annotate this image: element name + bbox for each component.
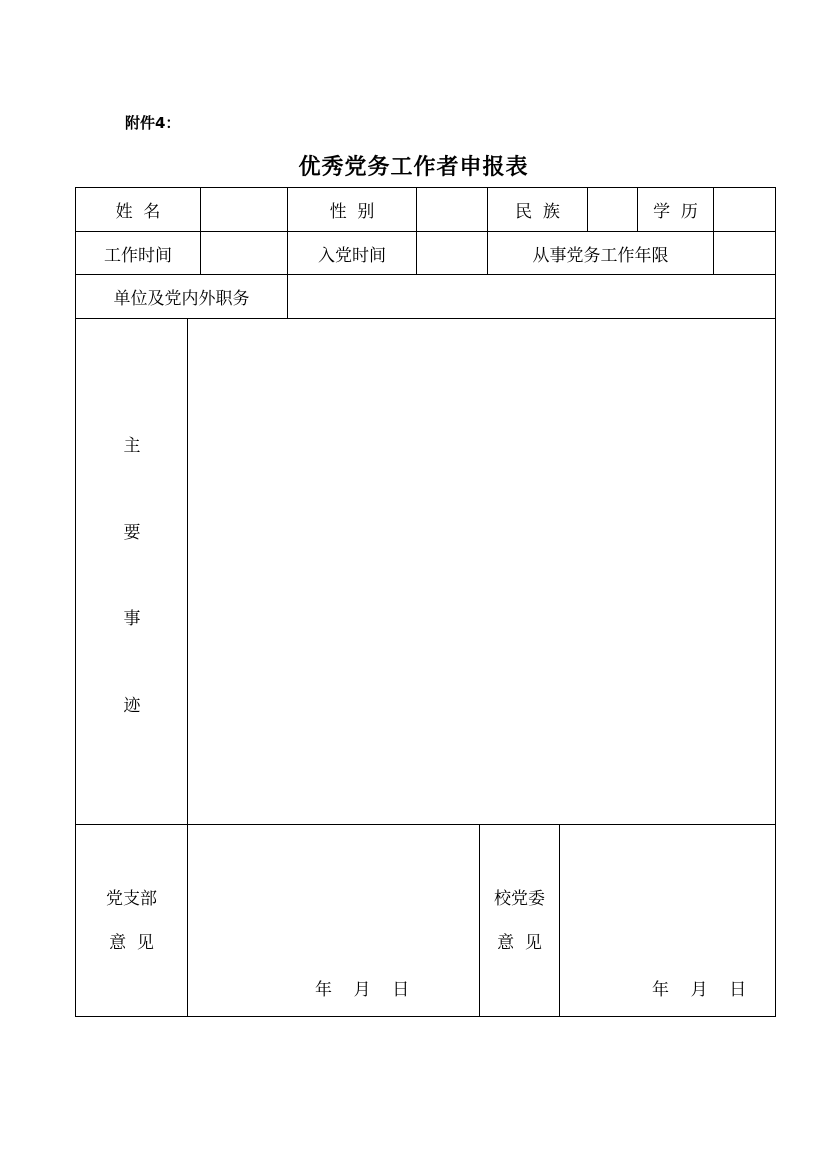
main-deeds-label-char: 主 — [123, 436, 141, 456]
party-work-years-field[interactable] — [714, 232, 775, 274]
ethnicity-field[interactable] — [588, 188, 637, 231]
unit-position-label: 单位及党内外职务 — [113, 289, 250, 309]
attachment-label: 附件4： — [125, 114, 181, 132]
committee-opinion-label — [480, 877, 559, 965]
party-work-years-label: 从事党务工作年限 — [532, 245, 669, 266]
party-join-time-field[interactable] — [417, 232, 487, 274]
committee-opinion-line1: 校党委 — [494, 889, 545, 909]
branch-opinion-line2: 意 见 — [109, 933, 154, 953]
name-label: 姓 名 — [115, 202, 161, 222]
branch-opinion-label — [76, 877, 187, 965]
gender-field[interactable] — [417, 188, 487, 231]
committee-opinion-date: 年 月 日 — [652, 980, 747, 1000]
main-deeds-label-char: 迹 — [123, 696, 141, 716]
work-time-field[interactable] — [201, 232, 287, 274]
education-field[interactable] — [714, 188, 775, 231]
gender-label: 性 别 — [329, 202, 375, 222]
form-title: 优秀党务工作者申报表 — [298, 154, 529, 180]
branch-opinion-date: 年 月 日 — [315, 980, 410, 1000]
main-deeds-label-char: 事 — [123, 609, 141, 629]
ethnicity-label: 民 族 — [515, 202, 560, 222]
main-deeds-label-char: 要 — [123, 523, 141, 543]
education-label: 学 历 — [653, 202, 698, 222]
committee-opinion-line2: 意 见 — [497, 933, 542, 953]
branch-opinion-line1: 党支部 — [106, 889, 157, 909]
main-deeds-field[interactable] — [188, 319, 775, 824]
party-join-time-label: 入党时间 — [318, 245, 386, 266]
name-field[interactable] — [201, 188, 287, 231]
unit-position-field[interactable] — [288, 275, 775, 318]
work-time-label: 工作时间 — [104, 245, 172, 266]
